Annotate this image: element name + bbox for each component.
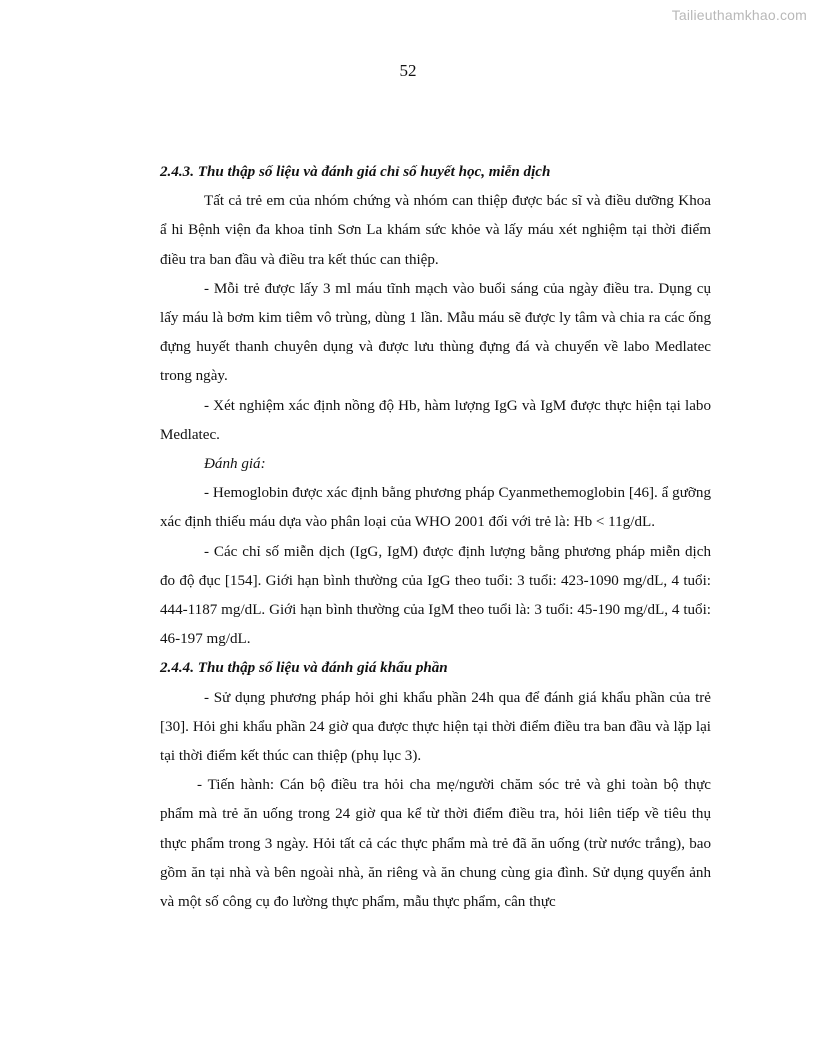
paragraph: - Xét nghiệm xác định nồng độ Hb, hàm lượng IgG và IgM được thực hiện tại labo Medlatec. [160,397,711,443]
paragraph: - Hemoglobin được xác định bằng phương pháp Cyanmethemoglobin [46]. ẩ gưỡng xác định thiếu máu dựa vào phân loại của WHO 2001 đối với trẻ là: Hb < 11g/dL. [160,485,711,531]
paragraph: - Tiến hành: Cán bộ điều tra hỏi cha mẹ/người chăm sóc trẻ và ghi toàn bộ thực phẩm mà trẻ ăn uống trong 24 giờ qua kể từ thời điểm điều tra, hỏi liên tiếp về tiêu thụ thực phẩm trong 3 ngày. Hỏi tất cả các thực phẩm mà trẻ đã ăn uống (trừ nước trắng), bao gồm ăn tại nhà và bên ngoài nhà, ăn riêng và ăn chung cùng gia đình. Sử dụng quyển ảnh và một số công cụ đo lường thực phẩm, mẫu thực phẩm, cân thực [160,777,711,911]
section-heading-2-4-3: 2.4.3. Thu thập số liệu và đánh giá chỉ số huyết học, miễn dịch [160,164,551,180]
paragraph: - Sử dụng phương pháp hỏi ghi khẩu phần 24h qua để đánh giá khẩu phần của trẻ [30]. Hỏi ghi khẩu phần 24 giờ qua được thực hiện tại thời điểm điều tra ban đầu và lặp lại tại thời điểm kết thúc can thiệp (phụ lục 3). [160,689,711,765]
evaluation-label: Đánh giá: [204,456,266,473]
paragraph: - Các chỉ số miễn dịch (IgG, IgM) được định lượng bằng phương pháp miễn dịch đo độ đục [154]. Giới hạn bình thường của IgG theo tuổi: 3 tuổi: 423-1090 mg/dL, 4 tuổi: 444-1187 mg/dL. Giới hạn bình thường của IgM theo tuổi là: 3 tuổi: 45-190 mg/dL, 4 tuổi: 46-197 mg/dL. [160,543,711,648]
page-number: 52 [399,61,417,80]
watermark-text: Tailieuthamkhao.com [671,7,807,23]
section-heading-2-4-4: 2.4.4. Thu thập số liệu và đánh giá khẩu phần [160,660,448,677]
paragraph: Tất cả trẻ em của nhóm chứng và nhóm can thiệp được bác sĩ và điều dưỡng Khoa ẩ hi Bệnh viện đa khoa tỉnh Sơn La khám sức khỏe và lấy máu xét nghiệm tại thời điểm điều tra ban đầu và điều tra kết thúc can thiệp. [160,193,711,268]
document-body [160,158,711,917]
paragraph: - Mỗi trẻ được lấy 3 ml máu tĩnh mạch vào buổi sáng của ngày điều tra. Dụng cụ lấy máu là bơm kim tiêm vô trùng, dùng 1 lần. Mẫu máu sẽ được ly tâm và chia ra các ống đựng huyết thanh chuyên dụng và được lưu thùng đựng đá và chuyển về labo Medlatec trong ngày. [160,280,711,385]
